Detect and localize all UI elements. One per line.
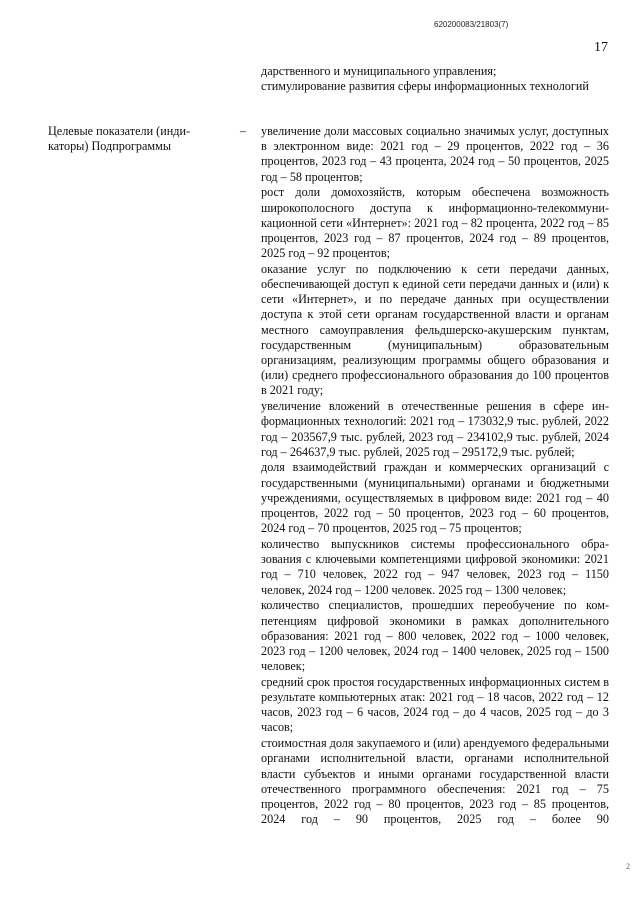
indicators-list bbox=[261, 124, 609, 828]
indicator-item: средний срок простоя государственных информационных систем в результате компьютерных атак: 2021 год – 18 часов, 2022 год – 12 часов, 2023 год – 6 часов, 2024 год – до 4 часов, 2025 год – до 3 часов; bbox=[261, 674, 609, 735]
continued-text bbox=[261, 64, 609, 94]
indicator-item: количество специалистов, прошедших переобучение по компетенциям цифровой экономики в рамках дополнительного образования: 2021 год – 800 человек, 2022 год – 1000 человек, 2023 год – 1200 человек, 2024 год – 1400 человек, 2025 год – 1500 человек; bbox=[261, 598, 609, 674]
indicator-item: количество выпускников системы профессионального образования с ключевыми компетенциями цифровой экономики: 2021 год – 710 человек, 2022 год – 947 человек, 2023 год – 1150 человек, 2024 год – 1200 человек. 2025 год – 1300 человек; bbox=[261, 536, 609, 597]
indicator-item: рост доли домохозяйств, которым обеспечена возможность широкополосного доступа к информационно-телекоммуникационной сети «Интернет»: 2021 год – 82 процента, 2022 год – 85 процентов, 2023 год – 87 процентов, 2024 год – 89 процентов, 2025 год – 92 процентов; bbox=[261, 185, 609, 261]
indicator-item: увеличение доли массовых социально значимых услуг, доступных в электронном виде: 2021 год – 29 процентов, 2022 год – 36 процентов, 2023 год – 43 процента, 2024 год – 50 процентов, 2025 год – 58 процентов; bbox=[261, 124, 609, 184]
indicator-item: увеличение вложений в отечественные решения в сфере информационных технологий: 2021 год – 173032,9 тыс. рублей, 2022 год – 203567,9 тыс. рублей, 2023 год – 234102,9 тыс. рублей, 2024 год – 264637,9 тыс. рублей, 2025 год – 295172,9 тыс. рублей; bbox=[261, 399, 609, 459]
intro-line: стимулирование развития сферы информационных технологий bbox=[261, 79, 589, 94]
corner-mark: 2 bbox=[626, 862, 630, 871]
section-label: Целевые показатели (индикаторы) Подпрограммы bbox=[48, 124, 191, 154]
indicator-item: доля взаимодействий граждан и коммерческих организаций с государственными (муниципальными) органами и бюджетными учреждениями, осуществляемых в цифровом виде: 2021 год – 40 процентов, 2022 год – 50 процентов, 2023 год – 60 процентов, 2024 год – 70 процентов, 2025 год – 75 процентов; bbox=[261, 460, 609, 536]
intro-line: дарственного и муниципального управления; bbox=[261, 64, 497, 78]
document-id: 620200083/21803(7) bbox=[434, 20, 509, 29]
page-number: 17 bbox=[594, 40, 608, 55]
indicator-item: стоимостная доля закупаемого и (или) арендуемого федеральными органами исполнительной власти, органами исполнительной власти субъектов и иными органами государственной власти отечественного программного обеспечения: 2021 год – 75 процентов, 2022 год – 80 процентов, 2023 год – 85 процентов, 2024 год – 90 процентов, 2025 год – более 90 bbox=[261, 736, 609, 827]
dash-separator: – bbox=[240, 124, 247, 138]
indicator-item: оказание услуг по подключению к сети передачи данных, обеспечивающей доступ к единой сети передачи данных и (или) к сети «Интернет», и по передаче данных при осуществлении доступа к этой сети органам государственной власти и органам местного самоуправления фельдшерско-акушерским пунктам, государственным (муниципальным) образовательным организациям, реализующим программы общего образования и (или) среднего профессионального образования до 100 процентов в 2021 году; bbox=[261, 261, 609, 398]
